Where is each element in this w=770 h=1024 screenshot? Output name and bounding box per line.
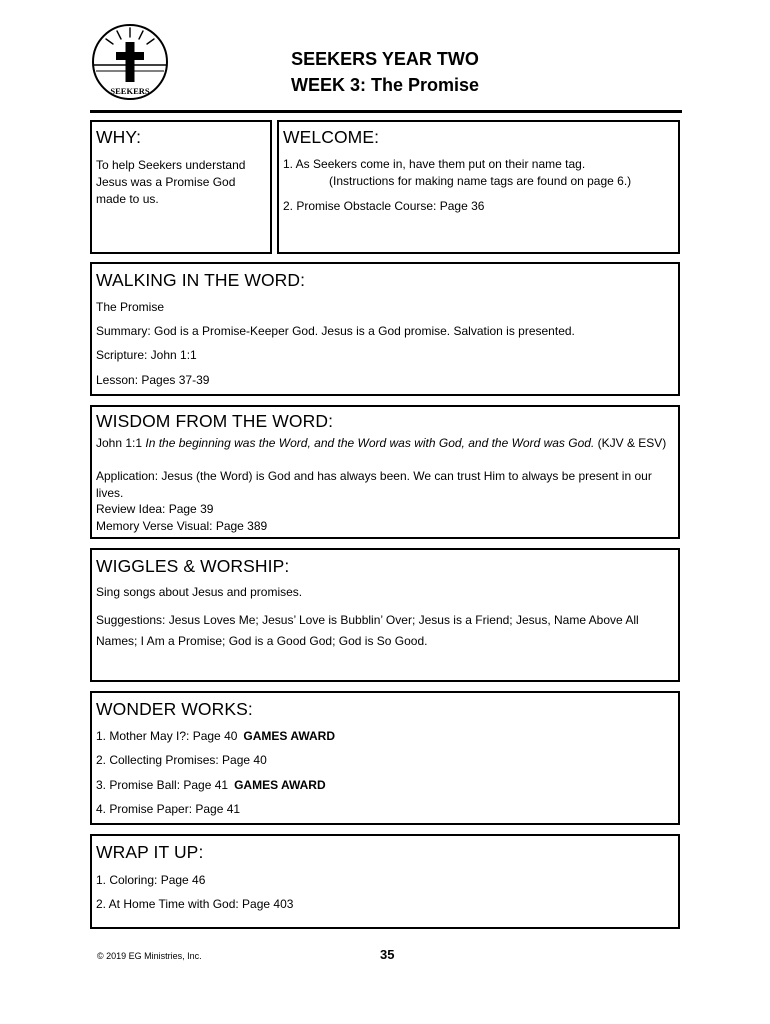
wonder-box — [90, 691, 680, 825]
wisdom-memory-verse: Memory Verse Visual: Page 389 — [96, 519, 268, 533]
wrap-box — [90, 834, 680, 929]
wisdom-scripture-version: (KJV & ESV) — [594, 436, 667, 450]
wisdom-review: Review Idea: Page 39 — [96, 502, 214, 516]
page-subtitle: WEEK 3: The Promise — [290, 75, 480, 95]
wisdom-title: WISDOM FROM THE WORD: — [96, 411, 334, 431]
walking-title: WALKING IN THE WORD: — [96, 270, 306, 290]
wonder-item-1 — [96, 729, 335, 743]
wisdom-scripture-text: In the beginning was the Word, and the Word was with God, and the Word was God. — [145, 436, 595, 450]
wonder-item-2: 2. Collecting Promises: Page 40 — [96, 753, 267, 767]
wrap-item-1: 1. Coloring: Page 46 — [96, 873, 206, 887]
logo-text: SEEKERS — [110, 86, 150, 96]
wonder-item-3-text: 3. Promise Ball: Page 41 — [96, 778, 229, 792]
wiggles-line-1: Sing songs about Jesus and promises. — [96, 585, 303, 599]
why-text: To help Seekers understand Jesus was a Promise God made to us. — [96, 158, 246, 206]
welcome-item-1: 1. As Seekers come in, have them put on their name tag. — [283, 157, 586, 171]
wisdom-box — [90, 405, 680, 539]
copyright: © 2019 EG Ministries, Inc. — [97, 951, 202, 961]
wiggles-suggestions: Suggestions: Jesus Loves Me; Jesus’ Love is Bubblin’ Over; Jesus is a Friend; Jesus, Name Above All Names; I Am a Promise; God is a Good God; God is So Good. — [96, 613, 639, 648]
wonder-title: WONDER WORKS: — [96, 699, 253, 719]
walking-summary: Summary: God is a Promise-Keeper God. Jesus is a God promise. Salvation is presented. — [96, 324, 575, 338]
welcome-item-1-note: (Instructions for making name tags are found on page 6.) — [329, 174, 632, 188]
wonder-item-4: 4. Promise Paper: Page 41 — [96, 802, 241, 816]
seekers-logo — [90, 22, 170, 102]
page-number: 35 — [380, 947, 395, 962]
wonder-item-1-text: 1. Mother May I?: Page 40 — [96, 729, 238, 743]
walking-lesson-pages: Lesson: Pages 37-39 — [96, 373, 210, 387]
wiggles-box — [90, 548, 680, 682]
walking-lesson-title: The Promise — [96, 300, 165, 314]
welcome-box — [277, 120, 680, 254]
why-title: WHY: — [96, 127, 142, 147]
walking-scripture: Scripture: John 1:1 — [96, 348, 197, 362]
wisdom-scripture-ref: John 1:1 — [96, 436, 146, 450]
wiggles-title: WIGGLES & WORSHIP: — [96, 556, 290, 576]
wrap-title: WRAP IT UP: — [96, 842, 204, 862]
games-award-badge: GAMES AWARD — [243, 729, 335, 743]
wrap-item-2: 2. At Home Time with God: Page 403 — [96, 897, 294, 911]
page-title: SEEKERS YEAR TWO — [291, 49, 479, 69]
welcome-item-2: 2. Promise Obstacle Course: Page 36 — [283, 199, 485, 213]
wisdom-scripture — [96, 435, 674, 452]
wisdom-application: Application: Jesus (the Word) is God and has always been. We can trust Him to always be present in our lives. — [96, 469, 652, 500]
welcome-title: WELCOME: — [283, 127, 380, 147]
walking-box — [90, 262, 680, 396]
header-rule — [90, 110, 682, 113]
wonder-item-3 — [96, 778, 326, 792]
games-award-badge: GAMES AWARD — [234, 778, 326, 792]
why-box — [90, 120, 272, 254]
